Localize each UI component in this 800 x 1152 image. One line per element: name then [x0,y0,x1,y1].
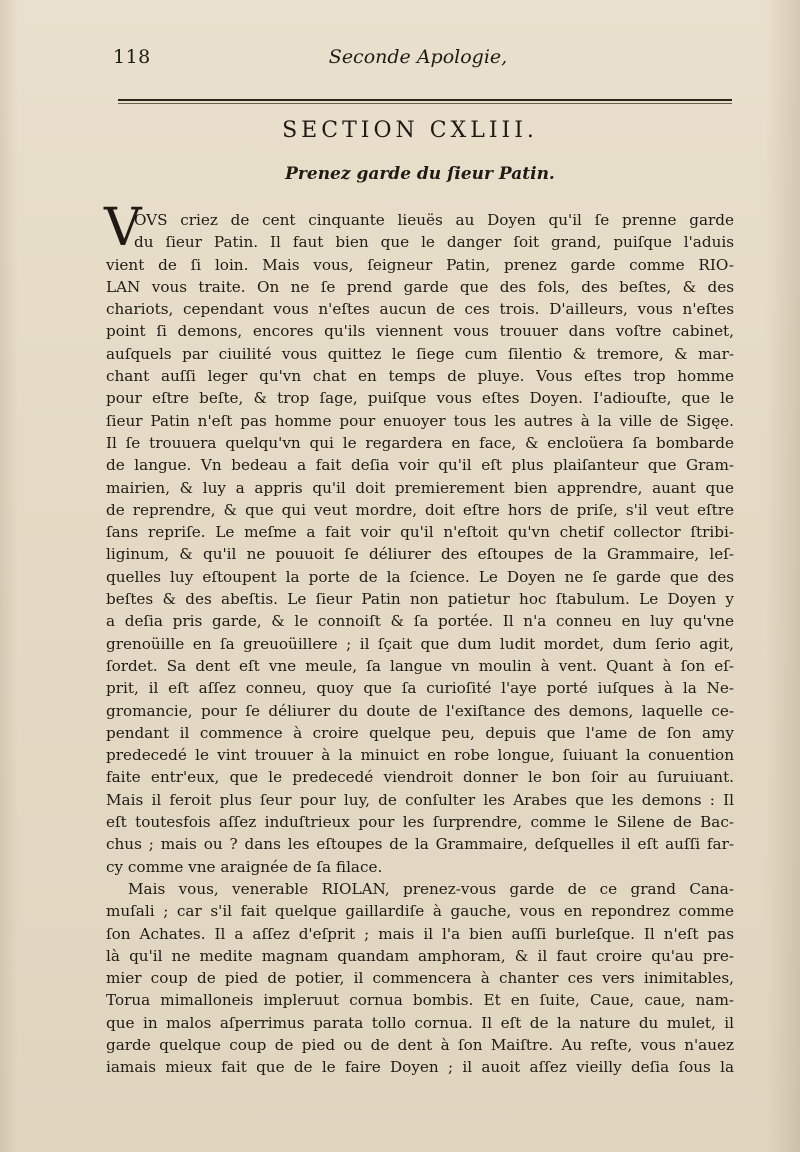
text-line: mier coup de pied de potier, il commencera à chanter ces vers inimitables, [106,969,734,988]
text-line: mairien, & luy a appris qu'il doit premierement bien apprendre, auant que [106,478,734,497]
text-line: beſtes & des abeſtis. Le ſieur Patin non patietur hoc ſtabulum. Le Doyen y [106,590,734,609]
text-line: cy comme vne araignée de ſa filace. [106,857,383,876]
text-line: ſon Achates. Il a aſſez d'eſprit ; mais il l'a bien auſſi burleſque. Il n'eſt pas [106,924,734,943]
text-line: muſali ; car s'il fait quelque gaillardiſe à gauche, vous en repondrez comme [106,902,734,921]
text-line: que in malos aſperrimus parata tollo cornua. Il eſt de la nature du mulet, il [106,1013,734,1032]
text-line: auſquels par ciuilité vous quittez le ſiege cum ſilentio & tremore, & mar- [106,344,734,363]
text-line: faite entr'eux, que le predecedé viendroit donner le bon ſoir au ſuruiuant. [106,768,734,787]
body-text [106,209,734,1079]
page-number: 118 [113,46,151,68]
drop-cap: V [104,198,142,258]
text-line: iamais mieux fait que de le faire Doyen ; il auoit aſſez vieilly deſia ſous la [106,1058,734,1077]
header-rule [118,99,732,101]
text-line: OVS criez de cent cinquante lieuës au Doyen qu'il ſe prenne garde [134,211,734,229]
text-line: point ſi demons, encores qu'ils viennent vous trouuer dans voſtre cabinet, [106,322,734,341]
section-subtitle: Prenez garde du ſieur Patin. [285,164,555,184]
text-line: garde quelque coup de pied ou de dent à ſon Maiſtre. Au reſte, vous n'auez [106,1035,734,1054]
text-line: eſt toutesfois aſſez induſtrieux pour les ſurprendre, comme le Silene de Bac- [106,813,734,832]
section-title: SECTION CXLIII. [282,118,538,143]
text-line: ſieur Patin n'eſt pas homme pour enuoyer tous les autres à la ville de Sigęe. [106,411,734,430]
text-line: LAN vous traite. On ne ſe prend garde que des fols, des beſtes, & des [106,277,734,296]
text-line: predecedé le vint trouuer à la minuict en robe longue, ſuiuant la conuention [106,746,734,765]
text-line: gromancie, pour ſe déliurer du doute de l'exiſtance des demons, laquelle ce- [106,701,734,720]
text-line: ſans repriſe. Le meſme a fait voir qu'il n'eſtoit qu'vn chetif collector ſtribi- [106,523,734,542]
text-line: Mais il feroit plus ſeur pour luy, de conſulter les Arabes que les demons : Il [106,790,734,809]
text-line: vient de ſi loin. Mais vous, ſeigneur Patin, prenez garde comme RIO- [106,255,734,274]
text-line: prit, il eſt aſſez conneu, quoy que ſa curioſité l'aye porté iuſques à la Ne- [106,679,734,698]
running-head: Seconde Apologie, [328,46,508,68]
text-line: Il ſe trouuera quelqu'vn qui le regardera en face, & encloüera ſa bombarde [106,433,734,452]
text-line: chant auſſi leger qu'vn chat en temps de pluye. Vous eſtes trop homme [106,367,734,386]
text-line: liginum, & qu'il ne pouuoit ſe déliurer des eſtoupes de la Grammaire, leſ- [106,545,734,564]
text-line: Torua mimalloneis impleruut cornua bombis. Et en ſuite, Caue, caue, nam- [106,991,734,1010]
header-rule-thin [118,103,732,104]
text-line: chus ; mais ou ? dans les eſtoupes de la Grammaire, deſquelles il eſt auſſi far- [106,835,734,854]
text-line: ſordet. Sa dent eſt vne meule, ſa langue vn moulin à vent. Quant à ſon eſ- [106,656,734,675]
text-line: là qu'il ne medite magnam quandam amphoram, & il faut croire qu'au pre- [106,946,734,965]
text-line: pendant il commence à croire quelque peu, depuis que l'ame de ſon amy [106,723,734,742]
text-line: pour eſtre beſte, & trop ſage, puiſque vous eſtes Doyen. I'adiouſte, que le [106,389,734,408]
text-line: quelles luy eſtoupent la porte de la ſcience. Le Doyen ne ſe garde que des [106,567,734,586]
text-line: chariots, cependant vous n'eſtes aucun de ces trois. D'ailleurs, vous n'eſtes [106,300,734,319]
text-line: de reprendre, & que qui veut mordre, doit eſtre hors de priſe, s'il veut eſtre [106,500,734,519]
text-line: a deſia pris garde, & le connoiſt & ſa portée. Il n'a conneu en luy qu'vne [106,612,734,631]
text-line: grenoüille en ſa greuoüillere ; il ſçait que dum ludit mordet, dum ſerio agit, [106,634,734,653]
text-line: de langue. Vn bedeau a fait deſia voir qu'il eſt plus plaiſanteur que Gram- [106,456,734,475]
text-line: du ſieur Patin. Il faut bien que le danger ſoit grand, puiſque l'aduis [134,233,734,252]
text-line: Mais vous, venerable RIOLAN, prenez-vous garde de ce grand Cana- [128,879,734,898]
